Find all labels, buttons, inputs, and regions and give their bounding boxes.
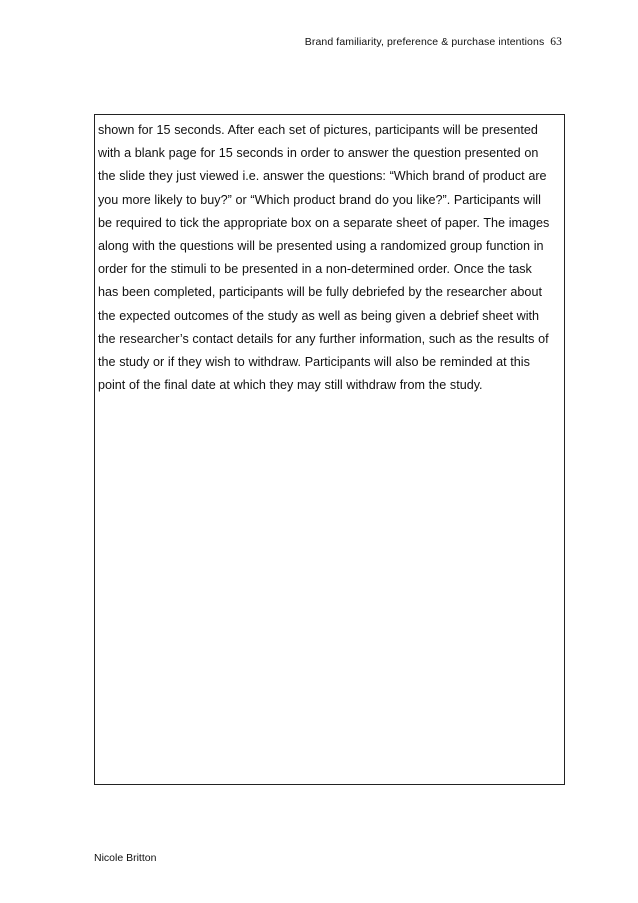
footer-author: Nicole Britton	[94, 852, 157, 864]
text-line: you more likely to buy?” or “Which product brand do you like?”. Participants will	[98, 192, 541, 207]
body-paragraph	[98, 119, 561, 397]
text-line: the study or if they wish to withdraw. Participants will also be reminded at this	[98, 355, 530, 370]
running-title: Brand familiarity, preference & purchase intentions	[304, 36, 545, 48]
text-line: be required to tick the appropriate box on a separate sheet of paper. The images	[98, 215, 550, 230]
running-header	[305, 36, 562, 48]
text-line: order for the stimuli to be presented in a non-determined order. Once the task	[98, 262, 532, 277]
text-line: along with the questions will be presented using a randomized group function in	[98, 239, 544, 254]
text-line: with a blank page for 15 seconds in order to answer the question presented on	[98, 146, 539, 161]
text-line: has been completed, participants will be fully debriefed by the researcher about	[98, 285, 542, 300]
text-line: the slide they just viewed i.e. answer the questions: “Which brand of product are	[98, 169, 547, 184]
text-line: point of the final date at which they may still withdraw from the study.	[98, 378, 483, 393]
content-box	[94, 114, 565, 785]
page-number: 63	[550, 36, 562, 48]
text-line: the researcher’s contact details for any further information, such as the results of	[98, 331, 549, 346]
text-line: the expected outcomes of the study as well as being given a debrief sheet with	[98, 308, 540, 323]
text-line: shown for 15 seconds. After each set of pictures, participants will be presented	[98, 123, 538, 137]
